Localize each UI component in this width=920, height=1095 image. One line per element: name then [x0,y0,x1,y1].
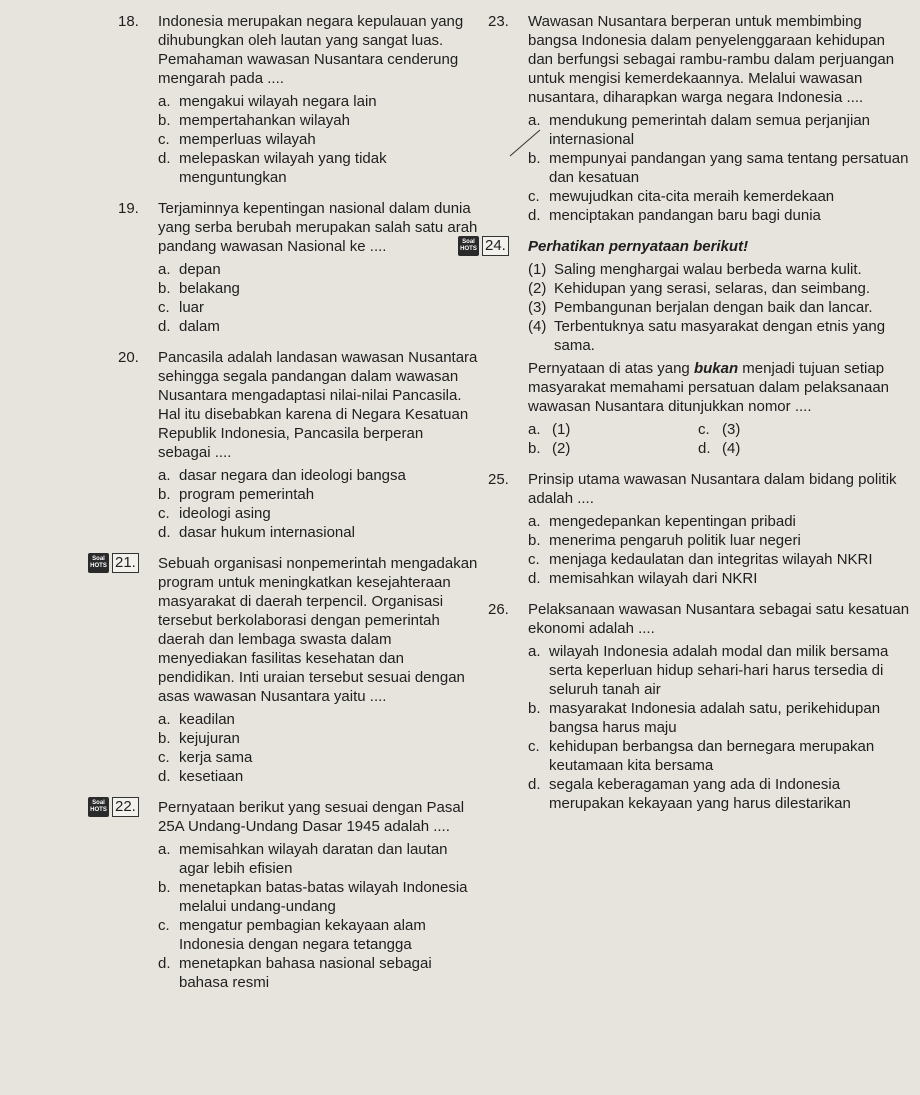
option-a[interactable] [528,420,698,439]
option-text: kehidupan berbangsa dan bernegara merupakan keutamaan kita bersama [549,738,875,774]
option-c[interactable] [158,298,478,317]
option-text: mengedepankan kepentingan pribadi [549,513,796,530]
option-b[interactable] [158,485,478,504]
option-text: mengatur pembagian kekayaan alam Indonesia dengan negara tetangga [179,917,426,953]
question-stem: Indonesia merupakan negara kepulauan yang dihubungkan oleh lautan yang sangat luas. Pemahaman wawasan Nusantara cenderung mengarah pada .... [158,13,464,87]
option-letter: a. [528,513,541,530]
option-letter: b. [528,532,541,549]
option-d[interactable] [158,954,478,992]
option-c[interactable] [158,748,478,767]
hots-badge-icon: Soal HOTS [88,553,109,573]
option-text: mempunyai pandangan yang sama tentang persatuan dan kesatuan [549,150,909,186]
option-text: keadilan [179,711,235,728]
option-d[interactable] [528,206,912,225]
question-stem: Sebuah organisasi nonpemerintah mengadakan program untuk meningkatkan kesejahteraan masyarakat di daerah terpencil. Organisasi tersebut berkolaborasi dengan pemerintah daerah dan lembaga swasta dalam menyediakan fasilitas kesehatan dan pendidikan. Inti uraian tersebut sesuai dengan asas wawasan Nusantara yaitu .... [158,555,478,705]
option-letter: a. [528,421,541,438]
option-d[interactable] [698,439,818,458]
option-a[interactable] [158,260,478,279]
option-text: memperluas wilayah [179,131,316,148]
option-text: segala keberagaman yang ada di Indonesia merupakan kekayaan yang harus dilestarikan [549,776,851,812]
option-c[interactable] [528,187,912,206]
option-b[interactable] [158,111,478,130]
option-d[interactable] [158,317,478,336]
question-stem: Pelaksanaan wawasan Nusantara sebagai satu kesatuan ekonomi adalah .... [528,601,910,637]
option-text: menciptakan pandangan baru bagi dunia [549,207,821,224]
option-letter: c. [158,505,170,522]
option-c[interactable] [528,737,912,775]
option-text: memisahkan wilayah daratan dan lautan agar lebih efisien [179,841,448,877]
option-d[interactable] [158,523,478,542]
hots-question-marker [88,797,139,817]
left-column [90,12,478,1004]
option-text: kerja sama [179,749,253,766]
option-text: mengakui wilayah negara lain [179,93,377,110]
option-c[interactable] [528,550,912,569]
question-stem: Pancasila adalah landasan wawasan Nusantara sehingga segala pandangan dalam wawasan Nusantara mengadaptasi nilai-nilai Pancasila. Hal itu disebabkan karena di Negara Kesatuan Republik Indonesia, Pancasila berperan sebagai .... [158,349,478,461]
option-a[interactable] [158,466,478,485]
question-number: 18. [118,13,139,30]
option-text: menetapkan batas-batas wilayah Indonesia melalui undang-undang [179,879,468,915]
option-text: mendukung pemerintah dalam semua perjanjian internasional [549,112,871,148]
question-number: 19. [118,200,139,217]
option-text: dasar hukum internasional [179,524,355,541]
option-text: (3) [722,421,741,438]
option-letter: c. [528,738,540,755]
option-letter: d. [158,150,171,167]
option-b[interactable] [158,878,478,916]
option-letter: b. [158,112,171,129]
option-text: ideologi asing [179,505,271,522]
option-letter: a. [158,93,171,110]
option-b[interactable] [528,699,912,737]
option-d[interactable] [158,767,478,786]
question-number: 26. [488,601,509,618]
option-letter: a. [158,261,171,278]
option-text: mewujudkan cita-cita meraih kemerdekaan [549,188,835,205]
option-d[interactable] [158,149,478,187]
statement-3: (3) Pembangunan berjalan dengan baik dan lancar. [528,299,873,316]
question-24 [460,237,912,458]
option-letter: b. [528,150,541,167]
option-c[interactable] [158,130,478,149]
option-text: menetapkan bahasa nasional sebagai bahasa resmi [179,955,432,991]
question-number: 24. [482,236,509,256]
question-18 [118,12,478,187]
option-letter: d. [698,440,711,457]
option-letter: d. [158,768,171,785]
option-c[interactable] [158,916,478,954]
option-letter: a. [528,643,541,660]
question-number: 23. [488,13,509,30]
question-number: 22. [112,797,139,817]
option-a[interactable] [528,111,912,149]
question-26 [488,600,912,813]
option-letter: a. [158,711,171,728]
option-letter: d. [158,955,171,972]
option-text: menerima pengaruh politik luar negeri [549,532,801,549]
hots-badge-icon: Soal HOTS [458,236,479,256]
option-text: luar [179,299,205,316]
option-text: masyarakat Indonesia adalah satu, perikehidupan bangsa harus maju [549,700,881,736]
hots-question-marker [88,553,139,573]
question-19 [118,199,478,336]
option-b[interactable] [158,279,478,298]
option-c[interactable] [158,504,478,523]
question-stem: Wawasan Nusantara berperan untuk membimbing bangsa Indonesia dalam penyelenggaraan kehidupan dan berfungsi sebagai rambu-rambu dalam perjuangan untuk mengisi kemerdekaannya. Melalui wawasan nusantara, diharapkan warga negara Indonesia .... [528,13,895,106]
option-b[interactable] [158,729,478,748]
question-stem: Pernyataan berikut yang sesuai dengan Pasal 25A Undang-Undang Dasar 1945 adalah .... [158,799,465,835]
option-letter: c. [698,421,710,438]
emphasis-word: bukan [693,360,739,377]
option-letter: d. [158,318,171,335]
option-letter: c. [158,917,170,934]
option-letter: b. [528,700,541,717]
option-text: program pemerintah [179,486,315,503]
option-d[interactable] [528,569,912,588]
option-text: kesetiaan [179,768,244,785]
option-letter: a. [158,467,171,484]
question-21 [90,554,478,786]
hots-badge-icon: Soal HOTS [88,797,109,817]
option-text: depan [179,261,221,278]
option-letter: c. [528,188,540,205]
question-25 [488,470,912,588]
hots-question-marker [458,236,509,256]
option-a[interactable] [158,710,478,729]
option-text: (4) [722,440,741,457]
option-a[interactable] [158,92,478,111]
question-stem: Pernyataan di atas yang bukan menjadi tujuan setiap masyarakat memahami persatuan dalam pelaksanaan wawasan Nusantara ditunjukkan nomor .... [528,360,890,415]
question-23 [488,12,912,225]
option-letter: a. [158,841,171,858]
option-text: melepaskan wilayah yang tidak menguntungkan [179,150,387,186]
option-letter: d. [528,207,541,224]
statement-2: (2) Kehidupan yang serasi, selaras, dan seimbang. [528,280,871,297]
option-b[interactable] [528,149,912,187]
question-stem: Prinsip utama wawasan Nusantara dalam bidang politik adalah .... [528,471,897,507]
question-20 [118,348,478,542]
option-letter: a. [528,112,541,129]
option-text: dasar negara dan ideologi bangsa [179,467,406,484]
question-number: 21. [112,553,139,573]
option-b[interactable] [528,439,698,458]
statement-1: (1) Saling menghargai walau berbeda warna kulit. [528,261,862,278]
option-text: belakang [179,280,240,297]
option-letter: d. [528,570,541,587]
option-letter: c. [528,551,540,568]
option-text: dalam [179,318,220,335]
option-letter: c. [158,131,170,148]
option-letter: d. [158,524,171,541]
option-a[interactable] [528,642,912,699]
option-letter: c. [158,299,170,316]
statement-4: (4) Terbentuknya satu masyarakat dengan etnis yang sama. [528,318,886,354]
option-letter: b. [158,280,171,297]
right-column [460,12,912,825]
question-number: 20. [118,349,139,366]
option-letter: c. [158,749,170,766]
option-text: (2) [552,440,571,457]
option-text: wilayah Indonesia adalah modal dan milik bersama serta keperluan hidup sehari-hari harus tersedia di seluruh tanah air [549,643,889,698]
option-letter: b. [528,440,541,457]
option-letter: b. [158,730,171,747]
option-d[interactable] [528,775,912,813]
question-22 [90,798,478,992]
option-letter: d. [528,776,541,793]
option-letter: b. [158,486,171,503]
question-number: 25. [488,471,509,488]
option-text: kejujuran [179,730,240,747]
option-a[interactable] [528,512,912,531]
option-text: menjaga kedaulatan dan integritas wilayah NKRI [549,551,873,568]
option-letter: b. [158,879,171,896]
option-text: (1) [552,421,571,438]
option-c[interactable] [698,420,818,439]
option-a[interactable] [158,840,478,878]
question-intro: Perhatikan pernyataan berikut! [528,238,749,255]
question-stem: Terjaminnya kepentingan nasional dalam dunia yang serba berubah merupakan salah satu arah pandang wawasan Nasional ke .... [158,200,478,255]
option-b[interactable] [528,531,912,550]
option-text: memisahkan wilayah dari NKRI [549,570,758,587]
option-text: mempertahankan wilayah [179,112,350,129]
